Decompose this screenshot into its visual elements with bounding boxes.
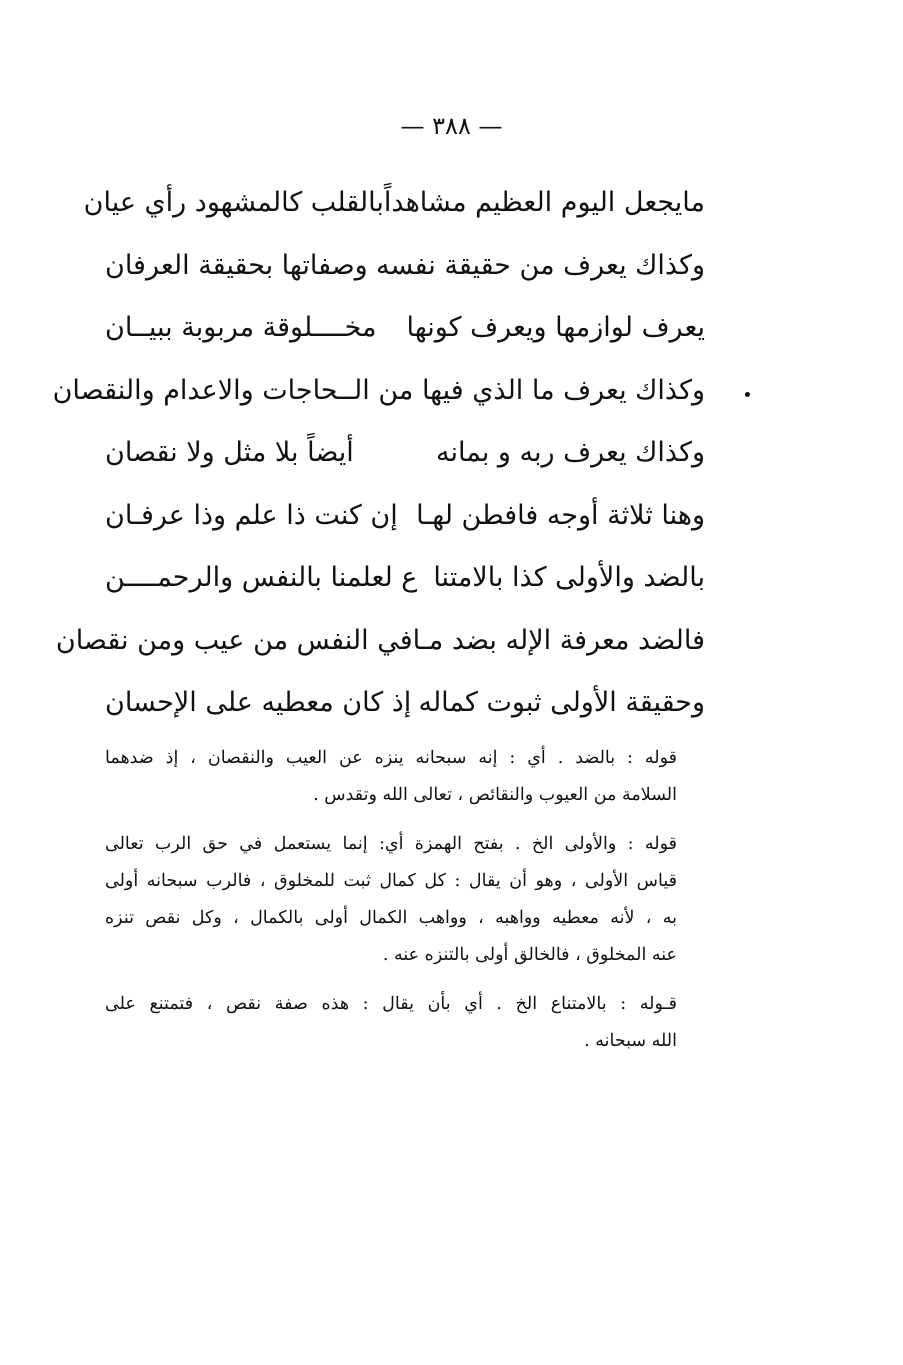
verse-first-hemistich: مايجعل اليوم العظيم مشاهداً <box>383 187 705 218</box>
verse-line <box>83 178 705 241</box>
verse-second-hemistich: إن كنت ذا علم وذا عرفـان <box>105 499 398 531</box>
note-line: السلامة من العيوب والنقائص ، تعالى الله وتقدس . <box>313 785 677 805</box>
note-line: قياس الأولى ، وهو أن يقال : كل كمال ثبت للمخلوق ، فالرب سبحانه أولى <box>105 871 677 891</box>
note-paragraph <box>105 826 705 974</box>
verse-first-hemistich: فالضد معرفة الإله بضد مـا <box>412 624 705 656</box>
verse-second-hemistich: ع لعلمنا بالنفس والرحمــــن <box>105 562 418 593</box>
verse-first-hemistich: وكذاك يعرف من حقيقة نفسه <box>376 249 705 281</box>
note-line: به ، لأنه معطيه وواهبه ، وواهب الكمال أولى بالكمال ، وكل نقص تنزه <box>105 908 677 928</box>
verse-line <box>52 366 705 429</box>
verse-second-hemistich: إذ كان معطيه على الإحسان <box>105 687 412 718</box>
verse-line <box>55 616 705 679</box>
verse-first-hemistich: وكذاك يعرف ربه و بمانه <box>436 437 705 468</box>
verse-first-hemistich: يعرف لوازمها ويعرف كونها <box>406 312 705 343</box>
verse-line <box>105 678 705 741</box>
verse-second-hemistich: أيضاً بلا مثل ولا نقصان <box>105 437 354 468</box>
note-paragraph <box>105 740 705 814</box>
page-number: — ٣٨٨ — <box>400 112 503 140</box>
verse-first-hemistich: وهنا ثلاثة أوجه فافطن لهـا <box>416 499 705 531</box>
verse-line <box>105 303 705 366</box>
verse-line <box>105 491 705 554</box>
verse-line <box>105 428 705 491</box>
note-line: الله سبحانه . <box>584 1031 677 1051</box>
note-paragraph <box>105 986 705 1060</box>
verse-second-hemistich: ـحاجات والاعدام والنقصان <box>52 374 347 406</box>
verse-second-hemistich: في النفس من عيب ومن نقصان <box>55 624 413 656</box>
verse-first-hemistich: وكذاك يعرف ما الذي فيها من الـ <box>346 374 705 406</box>
note-line: عنه المخلوق ، فالخالق أولى بالتنزه عنه . <box>382 945 677 965</box>
poem-block <box>52 178 705 741</box>
verse-second-hemistich: مخــــلوقة مربوبة ببيــان <box>105 312 377 343</box>
verse-line <box>105 241 705 304</box>
verse-first-hemistich: وحقيقة الأولى ثبوت كماله <box>418 687 705 718</box>
note-line: قوله : والأولى الخ . بفتح الهمزة أي: إنما يستعمل في حق الرب تعالى <box>105 834 677 854</box>
verse-second-hemistich: وصفاتها بحقيقة العرفان <box>105 249 368 281</box>
verse-line <box>105 553 705 616</box>
commentary-notes <box>105 740 705 1072</box>
note-line: قـوله : بالامتناع الخ . أي بأن يقال : هذه صفة نقص ، فتمتنع على <box>105 994 677 1014</box>
verse-first-hemistich: بالضد والأولى كذا بالامتنا <box>433 562 705 593</box>
note-line: قوله : بالضد . أي : إنه سبحانه ينزه عن العيب والنقصان ، إذ ضدهما <box>105 748 677 768</box>
verse-second-hemistich: بالقلب كالمشهود رأي عيان <box>83 187 384 218</box>
margin-dot <box>745 392 750 397</box>
